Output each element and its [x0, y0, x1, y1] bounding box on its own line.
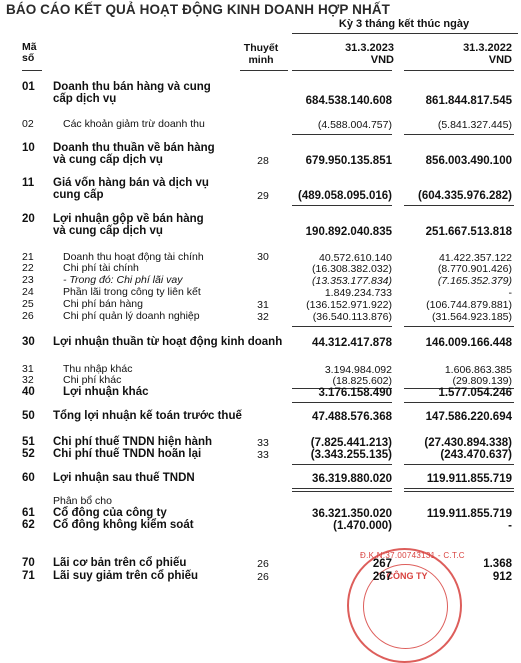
subtotal-rule: [292, 326, 392, 327]
subtotal-rule: [292, 402, 392, 403]
subtotal-rule: [292, 134, 392, 135]
header-rule-col2: [404, 70, 514, 71]
period-header: Kỳ 3 tháng kết thúc ngày: [338, 18, 470, 30]
report-title: BÁO CÁO KẾT QUẢ HOẠT ĐỘNG KINH DOANH HỢP NHẤT: [6, 2, 391, 17]
header-code: Mã số: [22, 41, 37, 64]
subtotal-rule: [404, 134, 514, 135]
subtotal-rule: [404, 326, 514, 327]
subtotal-rule: [292, 205, 392, 206]
subtotal-rule: [292, 464, 392, 465]
header-col-2022: 31.3.2022 VND: [463, 42, 512, 66]
header-rule-note: [240, 70, 288, 71]
subtotal-rule: [404, 402, 514, 403]
subtotal-rule: [404, 464, 514, 465]
total-rule: [292, 488, 392, 489]
header-col-2023: 31.3.2023 VND: [345, 42, 394, 66]
total-rule: [292, 491, 392, 492]
subtotal-rule: [404, 205, 514, 206]
seal-center-text: CÔNG TY: [386, 571, 428, 581]
header-rule-col1: [292, 70, 392, 71]
header-rule-code: [22, 70, 42, 71]
header-note: Thuyết minh: [243, 42, 279, 66]
allocation-label: Phân bổ cho: [53, 495, 112, 507]
total-rule: [404, 488, 514, 489]
seal-ring-text: Đ.K.N:37.00743131 - C.T.C: [360, 551, 465, 560]
period-header-rule: [292, 33, 518, 34]
total-rule: [404, 491, 514, 492]
